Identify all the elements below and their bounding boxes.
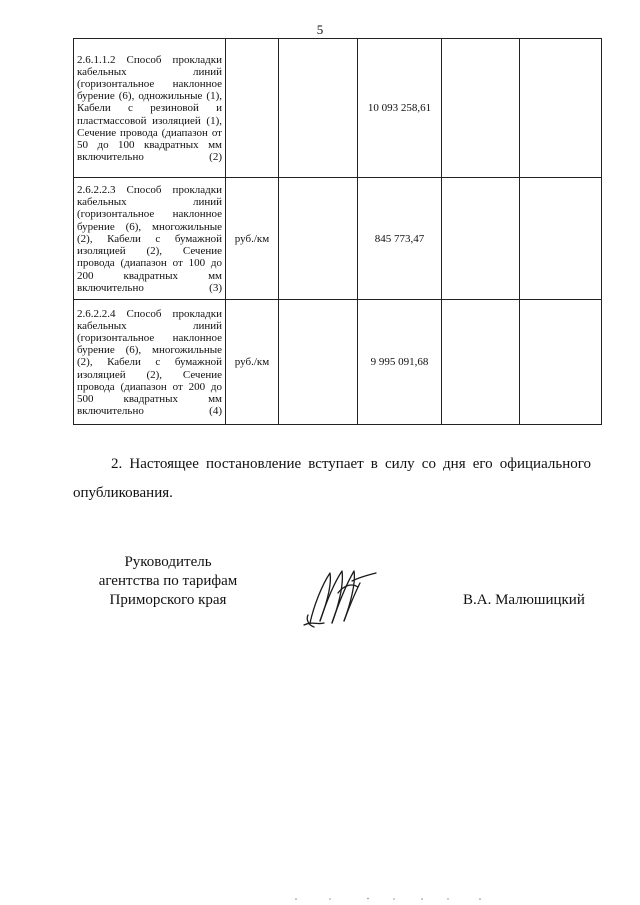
rate-unit: руб./км (226, 300, 279, 425)
table-row (74, 300, 602, 425)
position-line: агентства по тарифам (98, 573, 238, 589)
signatory-position (78, 553, 258, 610)
empty-cell (279, 178, 358, 300)
position-line: Приморского края (109, 592, 227, 608)
rate-unit: руб./км (226, 178, 279, 300)
rate-value: 10 093 258,61 (358, 39, 442, 178)
empty-cell (520, 178, 602, 300)
position-line: Руководитель (124, 554, 212, 570)
handwritten-signature (300, 565, 380, 633)
page-number: 5 (316, 22, 324, 37)
signer-name: В.А. Малюшицкий (463, 592, 585, 608)
empty-cell (520, 300, 602, 425)
rate-unit (226, 39, 279, 178)
empty-cell (279, 39, 358, 178)
rate-description: 2.6.2.2.3 Способ прокладки кабельных линий (горизонтальное наклонное бурение (6), многожильные (2), Кабели с бумажной изоляцией (2), Сечение провода (диапазон от 100 до 200 квадратных мм включительно (3) (74, 178, 226, 300)
closing-paragraph (73, 450, 591, 508)
scan-artifact (290, 896, 490, 902)
rate-value: 9 995 091,68 (358, 300, 442, 425)
table-row (74, 39, 602, 178)
rate-description: 2.6.1.1.2 Способ прокладки кабельных линий (горизонтальное наклонное бурение (6), одножильные (1), Кабели с резиновой и пластмассовой изоляцией (1), Сечение провода (диапазон от 50 до 100 квадратных мм включительно (2) (74, 39, 226, 178)
effective-date-clause: 2. Настоящее постановление вступает в силу со дня его официального опубликования. (73, 456, 591, 501)
empty-cell (442, 178, 520, 300)
table-row (74, 178, 602, 300)
rate-value: 845 773,47 (358, 178, 442, 300)
tariff-table (73, 38, 602, 425)
empty-cell (442, 39, 520, 178)
empty-cell (442, 300, 520, 425)
rate-description: 2.6.2.2.4 Способ прокладки кабельных линий (горизонтальное наклонное бурение (6), многожильные (2), Кабели с бумажной изоляцией (2), Сечение провода (диапазон от 200 до 500 квадратных мм включительно (4) (74, 300, 226, 425)
empty-cell (520, 39, 602, 178)
empty-cell (279, 300, 358, 425)
